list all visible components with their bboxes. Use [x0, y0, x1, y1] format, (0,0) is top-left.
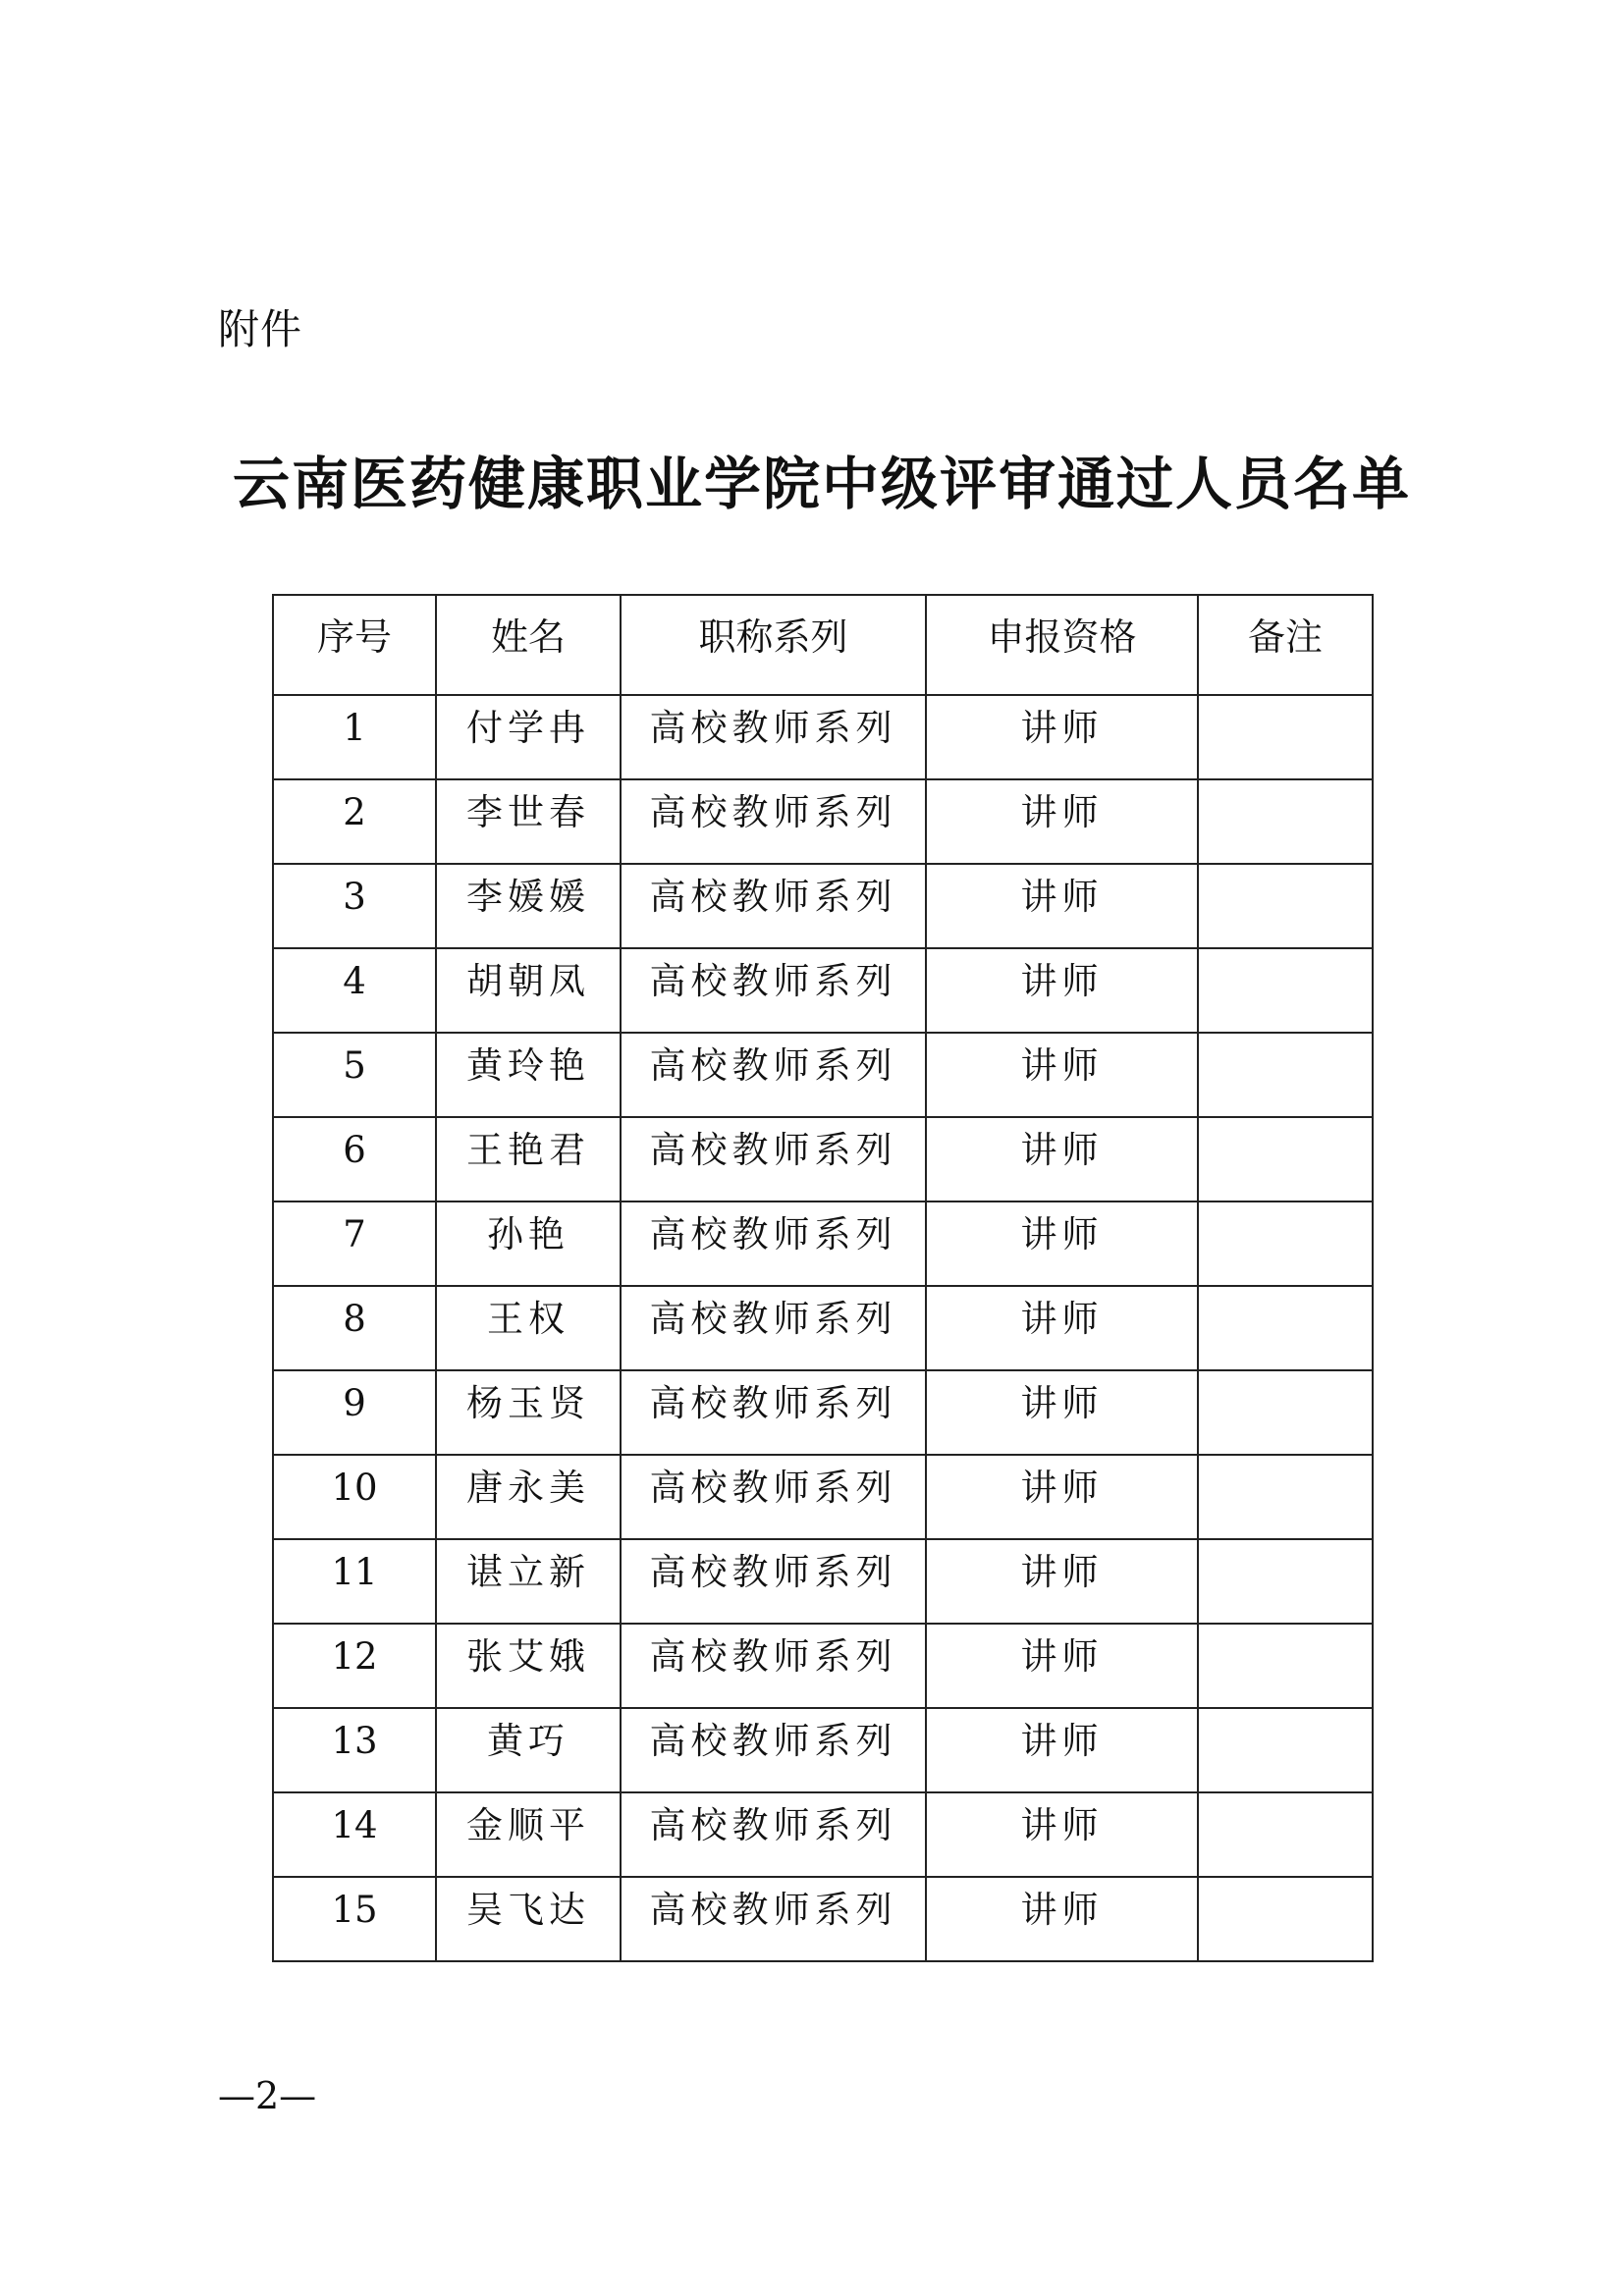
cell-index: 3	[273, 864, 436, 948]
table-row	[273, 1539, 1373, 1624]
cell-index: 10	[273, 1455, 436, 1539]
cell-series: 高校教师系列	[621, 1033, 926, 1117]
cell-series: 高校教师系列	[621, 1286, 926, 1370]
cell-index: 6	[273, 1117, 436, 1201]
cell-index: 7	[273, 1201, 436, 1286]
cell-name: 吴飞达	[436, 1877, 621, 1961]
cell-qualification: 讲师	[926, 1624, 1198, 1708]
cell-qualification: 讲师	[926, 1792, 1198, 1877]
table-row	[273, 1370, 1373, 1455]
cell-index: 9	[273, 1370, 436, 1455]
table-row	[273, 1708, 1373, 1792]
cell-remark	[1198, 1201, 1373, 1286]
cell-series: 高校教师系列	[621, 1624, 926, 1708]
cell-remark	[1198, 1539, 1373, 1624]
cell-index: 14	[273, 1792, 436, 1877]
cell-name: 胡朝凤	[436, 948, 621, 1033]
cell-index: 12	[273, 1624, 436, 1708]
cell-qualification: 讲师	[926, 948, 1198, 1033]
cell-index: 8	[273, 1286, 436, 1370]
cell-qualification: 讲师	[926, 1708, 1198, 1792]
cell-remark	[1198, 1455, 1373, 1539]
cell-qualification: 讲师	[926, 1117, 1198, 1201]
cell-remark	[1198, 948, 1373, 1033]
cell-remark	[1198, 1624, 1373, 1708]
cell-name: 孙艳	[436, 1201, 621, 1286]
cell-qualification: 讲师	[926, 1286, 1198, 1370]
cell-remark	[1198, 1370, 1373, 1455]
header-qualification: 申报资格	[926, 595, 1198, 695]
cell-qualification: 讲师	[926, 1877, 1198, 1961]
table-row	[273, 779, 1373, 864]
table-row	[273, 1624, 1373, 1708]
cell-remark	[1198, 1708, 1373, 1792]
cell-qualification: 讲师	[926, 1201, 1198, 1286]
cell-remark	[1198, 864, 1373, 948]
page-number: —2—	[218, 2074, 317, 2117]
table-row	[273, 948, 1373, 1033]
cell-index: 11	[273, 1539, 436, 1624]
cell-remark	[1198, 779, 1373, 864]
cell-qualification: 讲师	[926, 1455, 1198, 1539]
cell-name: 金顺平	[436, 1792, 621, 1877]
table-row	[273, 1286, 1373, 1370]
cell-series: 高校教师系列	[621, 948, 926, 1033]
attachment-label: 附件	[218, 305, 303, 353]
header-series: 职称系列	[621, 595, 926, 695]
header-remark: 备注	[1198, 595, 1373, 695]
cell-index: 5	[273, 1033, 436, 1117]
cell-qualification: 讲师	[926, 864, 1198, 948]
cell-series: 高校教师系列	[621, 695, 926, 779]
document-title: 云南医药健康职业学院中级评审通过人员名单	[232, 451, 1411, 517]
cell-qualification: 讲师	[926, 1539, 1198, 1624]
cell-qualification: 讲师	[926, 1033, 1198, 1117]
cell-index: 13	[273, 1708, 436, 1792]
cell-index: 2	[273, 779, 436, 864]
table-row	[273, 1877, 1373, 1961]
cell-remark	[1198, 1286, 1373, 1370]
cell-name: 李世春	[436, 779, 621, 864]
cell-series: 高校教师系列	[621, 864, 926, 948]
cell-index: 4	[273, 948, 436, 1033]
cell-name: 杨玉贤	[436, 1370, 621, 1455]
cell-series: 高校教师系列	[621, 1370, 926, 1455]
cell-series: 高校教师系列	[621, 1201, 926, 1286]
cell-index: 1	[273, 695, 436, 779]
cell-qualification: 讲师	[926, 1370, 1198, 1455]
personnel-table	[272, 594, 1374, 1962]
cell-remark	[1198, 695, 1373, 779]
table-row	[273, 864, 1373, 948]
cell-series: 高校教师系列	[621, 1117, 926, 1201]
cell-remark	[1198, 1792, 1373, 1877]
table-row	[273, 1792, 1373, 1877]
cell-series: 高校教师系列	[621, 1708, 926, 1792]
header-index: 序号	[273, 595, 436, 695]
cell-name: 黄玲艳	[436, 1033, 621, 1117]
cell-name: 谌立新	[436, 1539, 621, 1624]
cell-series: 高校教师系列	[621, 1539, 926, 1624]
table-row	[273, 1455, 1373, 1539]
cell-name: 王艳君	[436, 1117, 621, 1201]
cell-series: 高校教师系列	[621, 1792, 926, 1877]
cell-name: 黄巧	[436, 1708, 621, 1792]
cell-index: 15	[273, 1877, 436, 1961]
cell-remark	[1198, 1877, 1373, 1961]
cell-series: 高校教师系列	[621, 779, 926, 864]
cell-name: 王权	[436, 1286, 621, 1370]
table-body	[273, 695, 1373, 1961]
header-name: 姓名	[436, 595, 621, 695]
table-row	[273, 1201, 1373, 1286]
cell-qualification: 讲师	[926, 779, 1198, 864]
cell-name: 李媛媛	[436, 864, 621, 948]
cell-remark	[1198, 1117, 1373, 1201]
table-row	[273, 1033, 1373, 1117]
cell-name: 张艾娥	[436, 1624, 621, 1708]
cell-series: 高校教师系列	[621, 1455, 926, 1539]
table-row	[273, 1117, 1373, 1201]
cell-name: 付学冉	[436, 695, 621, 779]
table-header-row	[273, 595, 1373, 695]
cell-qualification: 讲师	[926, 695, 1198, 779]
cell-remark	[1198, 1033, 1373, 1117]
cell-series: 高校教师系列	[621, 1877, 926, 1961]
table-row	[273, 695, 1373, 779]
cell-name: 唐永美	[436, 1455, 621, 1539]
